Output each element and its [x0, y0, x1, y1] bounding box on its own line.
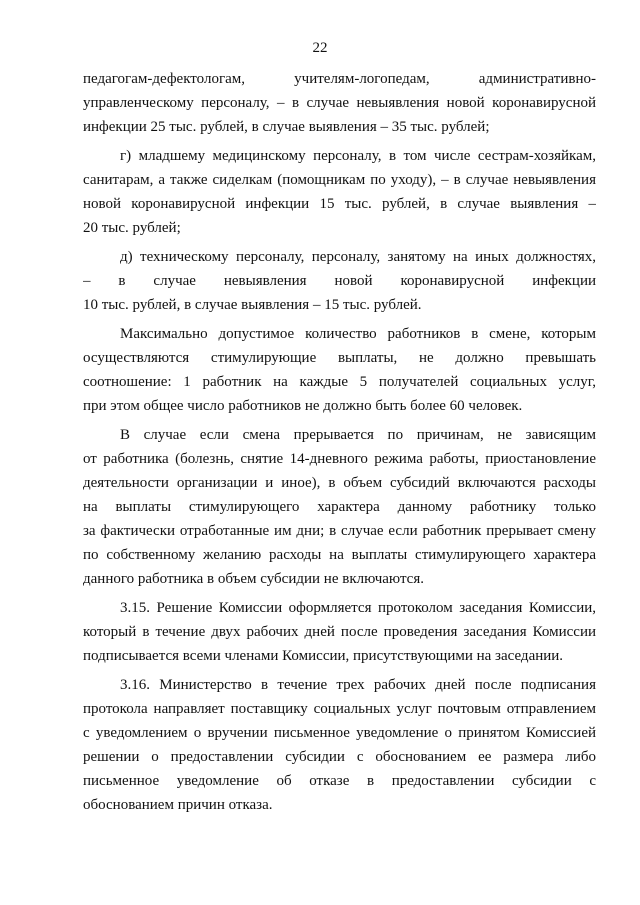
text-line: 3.16. Министерство в течение трех рабочих дней после подписания: [120, 677, 596, 693]
text-line: В случае если смена прерывается по причинам, не зависящим: [120, 427, 596, 443]
text-line: инфекции 25 тыс. рублей, в случае выявления – 35 тыс. рублей;: [83, 119, 490, 135]
text-line: по собственному желанию расходы на выплаты стимулирующего характера: [83, 547, 596, 563]
text-line: протокола направляет поставщику социальных услуг почтовым отправлением: [83, 701, 596, 717]
text-line: г) младшему медицинскому персоналу, в том числе сестрам-хозяйкам,: [120, 148, 596, 164]
text-line: от работника (болезнь, снятие 14-дневного режима работы, приостановление: [83, 451, 596, 467]
text-line: 3.15. Решение Комиссии оформляется протоколом заседания Комиссии,: [120, 600, 596, 616]
document-body: [83, 67, 596, 817]
text-line: новой коронавирусной инфекции 15 тыс. рублей, в случае выявления –: [83, 196, 596, 212]
text-line: с уведомлением о вручении письменное уведомление о принятом Комиссией: [83, 725, 596, 741]
text-line: деятельности организации и иное), в объем субсидий включаются расходы: [83, 475, 596, 491]
page-number: 22: [312, 40, 328, 56]
text-line: решении о предоставлении субсидии с обоснованием ее размера либо: [83, 749, 596, 765]
text-line: д) техническому персоналу, персоналу, занятому на иных должностях,: [120, 249, 596, 265]
text-line: который в течение двух рабочих дней после проведения заседания Комиссии: [83, 624, 596, 640]
text-line: Максимально допустимое количество работников в смене, которым: [120, 326, 596, 342]
text-line: соотношение: 1 работник на каждые 5 получателей социальных услуг,: [83, 374, 596, 390]
text-line: за фактически отработанные им дни; в случае если работник прерывает смену: [83, 523, 596, 539]
text-line: на выплаты стимулирующего характера данному работнику только: [83, 499, 596, 515]
text-line: при этом общее число работников не должно быть более 60 человек.: [83, 398, 523, 414]
text-line: педагогам-дефектологам, учителям-логопедам, административно-: [83, 71, 596, 87]
text-line: санитарам, а также сиделкам (помощникам по уходу), – в случае невыявления: [83, 172, 596, 188]
text-line: управленческому персоналу, – в случае невыявления новой коронавирусной: [83, 95, 596, 111]
text-line: обоснованием причин отказа.: [83, 797, 273, 813]
text-line: 10 тыс. рублей, в случае выявления – 15 тыс. рублей.: [83, 297, 422, 313]
text-line: письменное уведомление об отказе в предоставлении субсидии с: [83, 773, 596, 789]
text-line: – в случае невыявления новой коронавирусной инфекции: [83, 273, 596, 289]
text-line: подписывается всеми членами Комиссии, присутствующими на заседании.: [83, 648, 564, 664]
text-line: осуществляются стимулирующие выплаты, не должно превышать: [83, 350, 596, 366]
text-line: данного работника в объем субсидии не включаются.: [83, 571, 424, 587]
text-line: 20 тыс. рублей;: [83, 220, 181, 236]
